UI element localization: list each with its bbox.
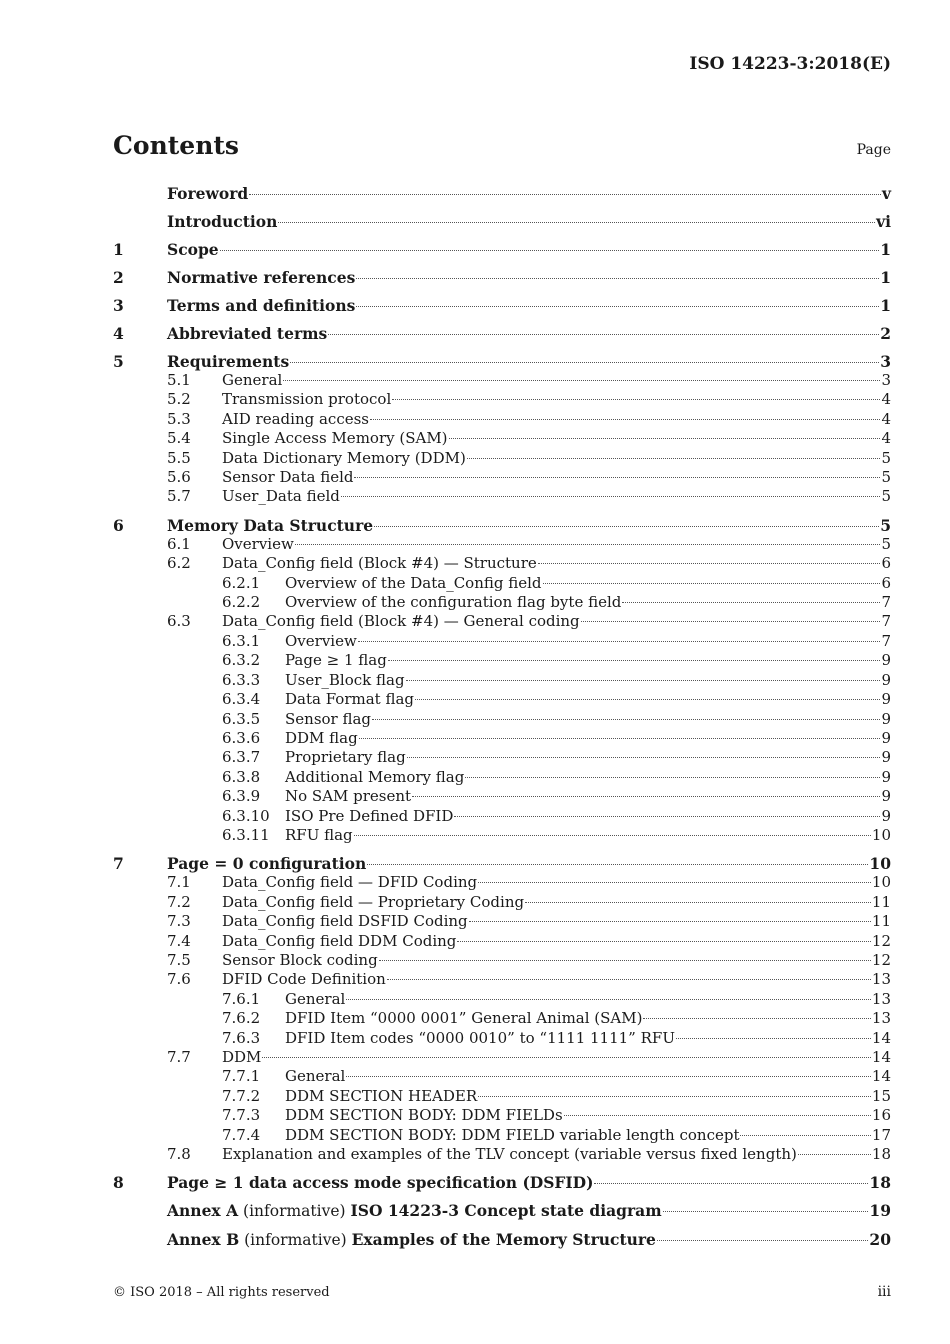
dot-leader <box>379 960 871 961</box>
annex-title: ISO 14223-3 Concept state diagram <box>350 1201 662 1221</box>
dot-leader <box>657 1240 869 1241</box>
toc-entry-page: 12 <box>871 931 891 950</box>
dot-leader <box>356 278 879 279</box>
toc-entry-number: 7.8 <box>167 1145 191 1164</box>
toc-entry[interactable] <box>113 671 891 690</box>
toc-entry-page: 14 <box>871 1028 891 1047</box>
toc-entry-title: Additional Memory flag <box>285 767 465 786</box>
toc-entry[interactable] <box>113 535 891 554</box>
toc-entry[interactable] <box>113 1230 891 1250</box>
toc-entry-page: 14 <box>871 1048 891 1066</box>
page-number-footer: iii <box>877 1284 891 1300</box>
toc-entry-page: 9 <box>881 709 891 728</box>
toc-entry-page: 16 <box>871 1106 891 1125</box>
toc-entry-number: 5.5 <box>167 448 191 467</box>
toc-entry-page: 9 <box>881 787 891 806</box>
toc-entry-title: DDM <box>222 1048 262 1066</box>
toc-entry-page: 1 <box>880 240 891 259</box>
toc-entry[interactable] <box>113 516 891 535</box>
toc-entry[interactable] <box>113 1009 891 1028</box>
toc-entry-page: 20 <box>869 1230 891 1250</box>
toc-entry-page: vi <box>876 212 891 231</box>
toc-entry-page: 10 <box>871 873 891 892</box>
toc-entry-number: 6.3.9 <box>222 787 261 806</box>
toc-entry-page: 1 <box>880 296 891 315</box>
annex-type-note: (informative) <box>239 1231 352 1250</box>
toc-entry-page: 5 <box>881 487 891 506</box>
toc-entry-title: Requirements <box>167 352 290 371</box>
table-of-contents <box>113 184 891 1250</box>
toc-entry-page: 1 <box>880 268 891 287</box>
toc-entry[interactable] <box>113 296 891 315</box>
toc-entry-page: 5 <box>880 515 891 535</box>
toc-entry-number: 7.5 <box>167 950 191 969</box>
toc-entry-number: 5.7 <box>167 487 191 506</box>
dot-leader <box>392 399 880 400</box>
toc-entry-title <box>167 1230 656 1250</box>
dot-leader <box>465 777 880 778</box>
dot-leader <box>525 902 871 903</box>
toc-entry-title: Overview <box>285 631 357 650</box>
toc-entry-number: 7.4 <box>167 931 191 950</box>
toc-entry-page: 7 <box>881 612 891 631</box>
toc-entry-title: Page ≥ 1 data access mode specification (DSFID) <box>167 1173 594 1193</box>
toc-entry-number: 6.3.5 <box>222 709 261 728</box>
toc-entry[interactable] <box>113 912 891 931</box>
dot-leader <box>798 1154 871 1155</box>
toc-entry-page: 11 <box>871 892 891 911</box>
toc-entry-page: 9 <box>881 670 891 689</box>
annex-title: Examples of the Memory Structure <box>351 1230 656 1250</box>
toc-entry-title: DDM SECTION HEADER <box>285 1086 478 1105</box>
toc-entry[interactable] <box>113 768 891 787</box>
toc-entry-title: Transmission protocol <box>222 390 392 409</box>
dot-leader <box>249 194 881 195</box>
toc-entry-title: Data Format flag <box>285 690 415 709</box>
toc-entry-number: 7 <box>113 854 124 874</box>
toc-entry[interactable] <box>113 651 891 670</box>
toc-entry-title: Data_Config field DSFID Coding <box>222 912 468 931</box>
dot-leader <box>478 882 871 883</box>
toc-entry-page: 18 <box>871 1145 891 1164</box>
toc-entry-title: Data_Config field — DFID Coding <box>222 873 478 892</box>
dot-leader <box>412 796 880 797</box>
toc-entry-number: 5.6 <box>167 468 191 487</box>
toc-entry-title: General <box>222 371 283 389</box>
toc-entry-title: DFID Item codes “0000 0010” to “1111 1111” RFU <box>285 1028 675 1047</box>
toc-entry[interactable] <box>113 748 891 767</box>
toc-entry[interactable] <box>113 826 891 845</box>
toc-entry-page: 12 <box>871 950 891 969</box>
toc-entry-title: DDM flag <box>285 728 358 747</box>
dot-leader <box>372 719 880 720</box>
dot-leader <box>415 699 880 700</box>
toc-entry[interactable] <box>113 1067 891 1086</box>
toc-entry-number: 7.7.4 <box>222 1125 261 1144</box>
toc-entry-page: 13 <box>871 1009 891 1028</box>
toc-entry[interactable] <box>113 574 891 593</box>
toc-entry-page: v <box>881 184 891 203</box>
dot-leader <box>469 921 871 922</box>
dot-leader <box>387 979 871 980</box>
toc-entry[interactable] <box>113 184 891 203</box>
contents-title: Contents <box>113 131 240 160</box>
toc-entry-number: 7.6.3 <box>222 1028 261 1047</box>
toc-entry[interactable] <box>113 1106 891 1125</box>
toc-entry-number: 5 <box>113 352 124 371</box>
toc-entry[interactable] <box>113 324 891 343</box>
annex-type-note: (informative) <box>238 1202 351 1221</box>
dot-leader <box>467 458 881 459</box>
toc-entry-title: Normative references <box>167 268 356 287</box>
toc-entry[interactable] <box>113 429 891 448</box>
dot-leader <box>341 496 881 497</box>
toc-entry-title: General <box>285 989 346 1008</box>
toc-entry[interactable] <box>113 1029 891 1048</box>
toc-entry-number: 7.3 <box>167 912 191 931</box>
toc-entry-page: 7 <box>881 593 891 612</box>
toc-entry-title: ISO Pre Defined DFID <box>285 806 454 825</box>
dot-leader <box>663 1211 869 1212</box>
toc-entry-page: 14 <box>871 1067 891 1086</box>
dot-leader <box>354 835 871 836</box>
toc-entry-title: Overview <box>222 534 294 553</box>
toc-entry-title: DFID Item “0000 0001” General Animal (SAM) <box>285 1009 643 1028</box>
dot-leader <box>581 621 881 622</box>
toc-entry-page: 5 <box>881 468 891 487</box>
document-id-header: ISO 14223-3:2018(E) <box>689 54 891 74</box>
dot-leader <box>359 738 881 739</box>
toc-entry-number: 5.1 <box>167 371 191 389</box>
toc-entry-number: 6 <box>113 515 124 535</box>
toc-entry-page: 9 <box>881 728 891 747</box>
toc-entry-title: Introduction <box>167 212 278 231</box>
toc-entry-number: 6.3.6 <box>222 728 261 747</box>
dot-leader <box>406 680 881 681</box>
toc-entry[interactable] <box>113 352 891 371</box>
toc-entry[interactable] <box>113 932 891 951</box>
dot-leader <box>643 1018 870 1019</box>
toc-entry[interactable] <box>113 390 891 409</box>
dot-leader <box>262 1057 870 1058</box>
toc-entry-title: Page ≥ 1 flag <box>285 651 387 670</box>
toc-entry[interactable] <box>113 990 891 1009</box>
toc-entry-number: 7.7.1 <box>222 1067 261 1086</box>
toc-entry-page: 13 <box>871 970 891 989</box>
toc-entry[interactable] <box>113 593 891 612</box>
toc-entry-page: 17 <box>871 1125 891 1144</box>
toc-entry-number: 6.3.4 <box>222 690 261 709</box>
toc-entry[interactable] <box>113 1173 891 1192</box>
toc-entry[interactable] <box>113 612 891 631</box>
toc-entry-number: 7.7.3 <box>222 1106 261 1125</box>
dot-leader <box>407 757 881 758</box>
toc-entry-page: 9 <box>881 690 891 709</box>
toc-entry-title: Scope <box>167 240 219 259</box>
toc-entry[interactable] <box>113 1201 891 1221</box>
toc-entry-number: 5.4 <box>167 429 191 448</box>
toc-entry-page: 9 <box>881 748 891 767</box>
dot-leader <box>374 526 879 527</box>
toc-entry-title: AID reading access <box>222 409 369 428</box>
toc-entry[interactable] <box>113 554 891 573</box>
toc-entry-title: DFID Code Definition <box>222 970 386 989</box>
toc-entry-title: Explanation and examples of the TLV concept (variable versus fixed length) <box>222 1145 797 1164</box>
toc-entry-number: 6.3 <box>167 612 191 631</box>
toc-entry-title: DDM SECTION BODY: DDM FIELD variable length concept <box>285 1125 740 1144</box>
dot-leader <box>676 1038 871 1039</box>
toc-entry-page: 5 <box>881 448 891 467</box>
dot-leader <box>457 941 871 942</box>
toc-entry[interactable] <box>113 893 891 912</box>
toc-entry[interactable] <box>113 240 891 259</box>
toc-entry-page: 6 <box>881 554 891 573</box>
dot-leader <box>295 544 881 545</box>
dot-leader <box>328 334 879 335</box>
toc-entry-title: Overview of the Data_Config field <box>285 573 542 592</box>
toc-entry-title: Data Dictionary Memory (DDM) <box>222 448 466 467</box>
dot-leader <box>370 419 880 420</box>
dot-leader <box>278 222 875 223</box>
toc-entry[interactable] <box>113 1145 891 1164</box>
toc-entry-number: 1 <box>113 240 124 259</box>
toc-entry-number: 7.2 <box>167 892 191 911</box>
toc-entry-number: 6.2.2 <box>222 593 261 612</box>
toc-entry-number: 6.3.8 <box>222 767 261 786</box>
toc-entry-number: 7.6.2 <box>222 1009 261 1028</box>
toc-entry[interactable] <box>113 951 891 970</box>
toc-entry[interactable] <box>113 632 891 651</box>
toc-entry[interactable] <box>113 268 891 287</box>
toc-entry-page: 4 <box>881 429 891 448</box>
toc-entry-title: Terms and definitions <box>167 296 356 315</box>
toc-entry-page: 3 <box>881 371 891 389</box>
toc-entry-title: Page = 0 configuration <box>167 854 367 874</box>
dot-leader <box>356 306 879 307</box>
toc-entry[interactable] <box>113 410 891 429</box>
dot-leader <box>220 250 880 251</box>
dot-leader <box>564 1115 871 1116</box>
toc-entry-title: Foreword <box>167 184 249 203</box>
toc-entry-title: Memory Data Structure <box>167 515 374 535</box>
toc-entry-page: 3 <box>880 352 891 371</box>
toc-entry-page: 2 <box>880 324 891 343</box>
toc-entry-title: No SAM present <box>285 787 412 806</box>
toc-entry-title: General <box>285 1067 346 1086</box>
dot-leader <box>346 1076 871 1077</box>
toc-entry-title: Data_Config field — Proprietary Coding <box>222 892 525 911</box>
toc-entry[interactable] <box>113 1087 891 1106</box>
dot-leader <box>478 1096 871 1097</box>
toc-entry-number: 6.3.10 <box>222 806 270 825</box>
toc-entry[interactable] <box>113 212 891 231</box>
toc-entry-title: Sensor Block coding <box>222 950 378 969</box>
toc-entry[interactable] <box>113 1126 891 1145</box>
toc-entry-page: 15 <box>871 1086 891 1105</box>
toc-entry-number: 5.3 <box>167 409 191 428</box>
toc-entry-title: User_Data field <box>222 487 340 506</box>
annex-label: Annex B <box>167 1230 240 1250</box>
toc-entry-title: User_Block flag <box>285 670 405 689</box>
toc-entry[interactable] <box>113 449 891 468</box>
toc-entry-page: 7 <box>881 631 891 650</box>
dot-leader <box>283 380 880 381</box>
toc-entry-title: Data_Config field (Block #4) — General coding <box>222 612 580 631</box>
toc-entry-number: 8 <box>113 1173 124 1193</box>
toc-entry-number: 6.3.11 <box>222 825 270 844</box>
dot-leader <box>543 583 881 584</box>
toc-entry[interactable] <box>113 468 891 487</box>
dot-leader <box>740 1135 870 1136</box>
toc-entry-number: 6.1 <box>167 534 191 553</box>
toc-entry-number: 4 <box>113 324 124 343</box>
dot-leader <box>449 438 881 439</box>
toc-entry-number: 7.6 <box>167 970 191 989</box>
dot-leader <box>367 864 868 865</box>
toc-entry[interactable] <box>113 787 891 806</box>
toc-entry-title: Abbreviated terms <box>167 324 328 343</box>
toc-entry-number: 7.7 <box>167 1048 191 1066</box>
dot-leader <box>346 999 871 1000</box>
toc-entry[interactable] <box>113 1048 891 1067</box>
toc-entry-page: 9 <box>881 651 891 670</box>
annex-label: Annex A <box>167 1201 239 1221</box>
toc-entry[interactable] <box>113 873 891 892</box>
toc-entry-number: 7.6.1 <box>222 989 261 1008</box>
toc-entry-title: Sensor flag <box>285 709 372 728</box>
toc-entry-number: 7.1 <box>167 873 191 892</box>
toc-entry[interactable] <box>113 854 891 873</box>
toc-entry[interactable] <box>113 487 891 506</box>
toc-entry-page: 11 <box>871 912 891 931</box>
toc-entry-number: 6.3.7 <box>222 748 261 767</box>
toc-entry-title: Data_Config field (Block #4) — Structure <box>222 554 537 573</box>
toc-entry-page: 13 <box>871 989 891 1008</box>
page-column-label: Page <box>856 142 891 158</box>
toc-entry-title: DDM SECTION BODY: DDM FIELDs <box>285 1106 563 1125</box>
toc-entry-title <box>167 1201 662 1221</box>
toc-entry-number: 6.2.1 <box>222 573 261 592</box>
dot-leader <box>290 362 879 363</box>
toc-entry-title: Proprietary flag <box>285 748 406 767</box>
dot-leader <box>622 602 880 603</box>
toc-entry-title: Single Access Memory (SAM) <box>222 429 448 448</box>
toc-entry-number: 7.7.2 <box>222 1086 261 1105</box>
toc-entry-title: Sensor Data field <box>222 468 354 487</box>
dot-leader <box>388 660 881 661</box>
toc-entry-number: 6.3.2 <box>222 651 261 670</box>
toc-entry[interactable] <box>113 690 891 709</box>
toc-entry[interactable] <box>113 807 891 826</box>
copyright-footer: © ISO 2018 – All rights reserved <box>113 1285 330 1300</box>
toc-entry-number: 3 <box>113 296 124 315</box>
toc-entry-number: 2 <box>113 268 124 287</box>
toc-entry-page: 6 <box>881 573 891 592</box>
toc-entry-page: 18 <box>869 1173 891 1193</box>
toc-entry[interactable] <box>113 970 891 989</box>
toc-entry-page: 19 <box>869 1201 891 1221</box>
toc-entry-number: 6.2 <box>167 554 191 573</box>
toc-entry[interactable] <box>113 371 891 390</box>
toc-entry-page: 5 <box>881 534 891 553</box>
toc-entry-title: RFU flag <box>285 825 353 844</box>
toc-entry-page: 4 <box>881 409 891 428</box>
toc-entry-number: 6.3.1 <box>222 631 261 650</box>
toc-entry-number: 5.2 <box>167 390 191 409</box>
dot-leader <box>538 563 881 564</box>
dot-leader <box>358 641 881 642</box>
toc-entry[interactable] <box>113 729 891 748</box>
toc-entry-page: 10 <box>871 825 891 844</box>
toc-entry-title: Data_Config field DDM Coding <box>222 931 457 950</box>
toc-entry[interactable] <box>113 710 891 729</box>
toc-entry-page: 10 <box>869 854 891 874</box>
toc-entry-number: 6.3.3 <box>222 670 261 689</box>
toc-entry-page: 4 <box>881 390 891 409</box>
toc-entry-page: 9 <box>881 767 891 786</box>
dot-leader <box>454 816 880 817</box>
toc-entry-page: 9 <box>881 806 891 825</box>
dot-leader <box>354 477 880 478</box>
toc-entry-title: Overview of the configuration flag byte field <box>285 593 622 612</box>
dot-leader <box>594 1183 868 1184</box>
